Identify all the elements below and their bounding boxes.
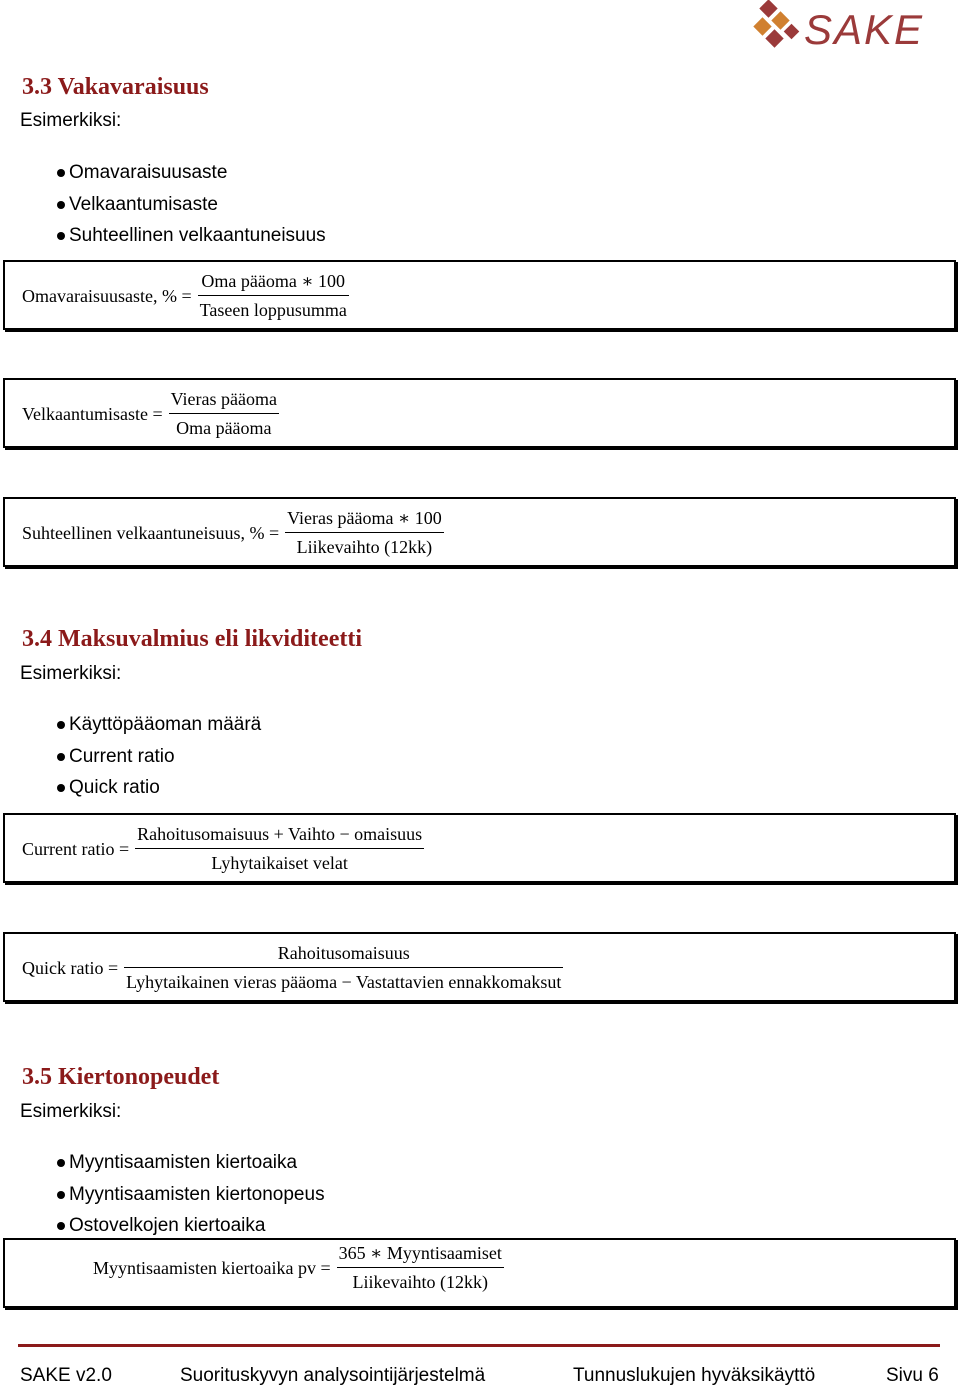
section-intro: Esimerkiksi:	[20, 1101, 122, 1122]
footer-divider	[18, 1344, 940, 1347]
formula	[22, 824, 424, 874]
formula-box-suhteellinen-velkaantuneisuus	[3, 497, 956, 567]
numerator: Oma pääoma ∗ 100	[198, 271, 349, 296]
denominator: Liikevaihto (12kk)	[352, 1272, 488, 1292]
fraction	[198, 271, 349, 321]
logo-mark-icon	[752, 0, 812, 62]
bullet-list	[0, 157, 326, 252]
fraction	[124, 943, 563, 993]
list-item: Quick ratio	[0, 772, 261, 804]
denominator: Liikevaihto (12kk)	[296, 537, 433, 557]
list-item: Velkaantumisaste	[0, 189, 326, 221]
formula-box-omavaraisuusaste	[3, 260, 956, 330]
formula-box-myyntisaamisten-kiertoaika	[3, 1238, 956, 1308]
bullet-list	[0, 709, 261, 804]
fraction	[135, 824, 424, 874]
fraction	[169, 389, 279, 439]
bullet-list	[0, 1147, 325, 1242]
denominator: Taseen loppusumma	[199, 300, 347, 320]
list-item: Current ratio	[0, 741, 261, 773]
denominator: Oma pääoma	[176, 418, 272, 438]
formula-lhs: Omavaraisuusaste, % =	[22, 285, 192, 306]
numerator: Vieras pääoma ∗ 100	[285, 508, 444, 533]
denominator: Lyhytaikainen vieras pääoma − Vastattavien ennakkomaksut	[126, 972, 562, 992]
formula-box-velkaantumisaste	[3, 378, 956, 448]
list-item: Myyntisaamisten kiertonopeus	[0, 1179, 325, 1211]
sake-logo	[752, 0, 937, 62]
formula-lhs: Current ratio =	[22, 838, 130, 859]
formula-lhs: Suhteellinen velkaantuneisuus, % =	[22, 522, 280, 543]
numerator: Rahoitusomaisuus + Vaihto − omaisuus	[135, 824, 424, 849]
list-item: Suhteellinen velkaantuneisuus	[0, 220, 326, 252]
footer-page-number: Sivu 6	[886, 1365, 939, 1386]
fraction	[337, 1243, 504, 1293]
section-heading-maksuvalmius: 3.4 Maksuvalmius eli likviditeetti	[22, 626, 363, 652]
formula	[22, 271, 349, 321]
formula-lhs: Quick ratio =	[22, 957, 119, 978]
numerator: Rahoitusomaisuus	[124, 943, 563, 968]
logo-text: SAKE	[804, 6, 925, 53]
section-intro: Esimerkiksi:	[20, 110, 122, 131]
formula	[22, 508, 444, 558]
formula-lhs: Myyntisaamisten kiertoaika pv =	[93, 1257, 331, 1278]
numerator: 365 ∗ Myyntisaamiset	[337, 1243, 504, 1268]
formula	[22, 943, 563, 993]
list-item: Myyntisaamisten kiertoaika	[0, 1147, 325, 1179]
formula-box-quick-ratio	[3, 932, 956, 1002]
list-item: Ostovelkojen kiertoaika	[0, 1210, 325, 1242]
list-item: Omavaraisuusaste	[0, 157, 326, 189]
section-intro: Esimerkiksi:	[20, 663, 122, 684]
footer-system: Suorituskyvyn analysointijärjestelmä	[180, 1365, 486, 1386]
section-heading-kiertonopeudet: 3.5 Kiertonopeudet	[22, 1064, 220, 1090]
formula	[22, 389, 279, 439]
section-heading-vakavaraisuus: 3.3 Vakavaraisuus	[22, 74, 209, 100]
footer-topic: Tunnuslukujen hyväksikäyttö	[573, 1365, 816, 1386]
list-item: Käyttöpääoman määrä	[0, 709, 261, 741]
denominator: Lyhytaikaiset velat	[211, 853, 348, 873]
formula-lhs: Velkaantumisaste =	[22, 403, 163, 424]
footer-version: SAKE v2.0	[20, 1365, 112, 1386]
formula-box-current-ratio	[3, 813, 956, 883]
formula	[93, 1243, 504, 1293]
fraction	[285, 508, 444, 558]
numerator: Vieras pääoma	[169, 389, 279, 414]
